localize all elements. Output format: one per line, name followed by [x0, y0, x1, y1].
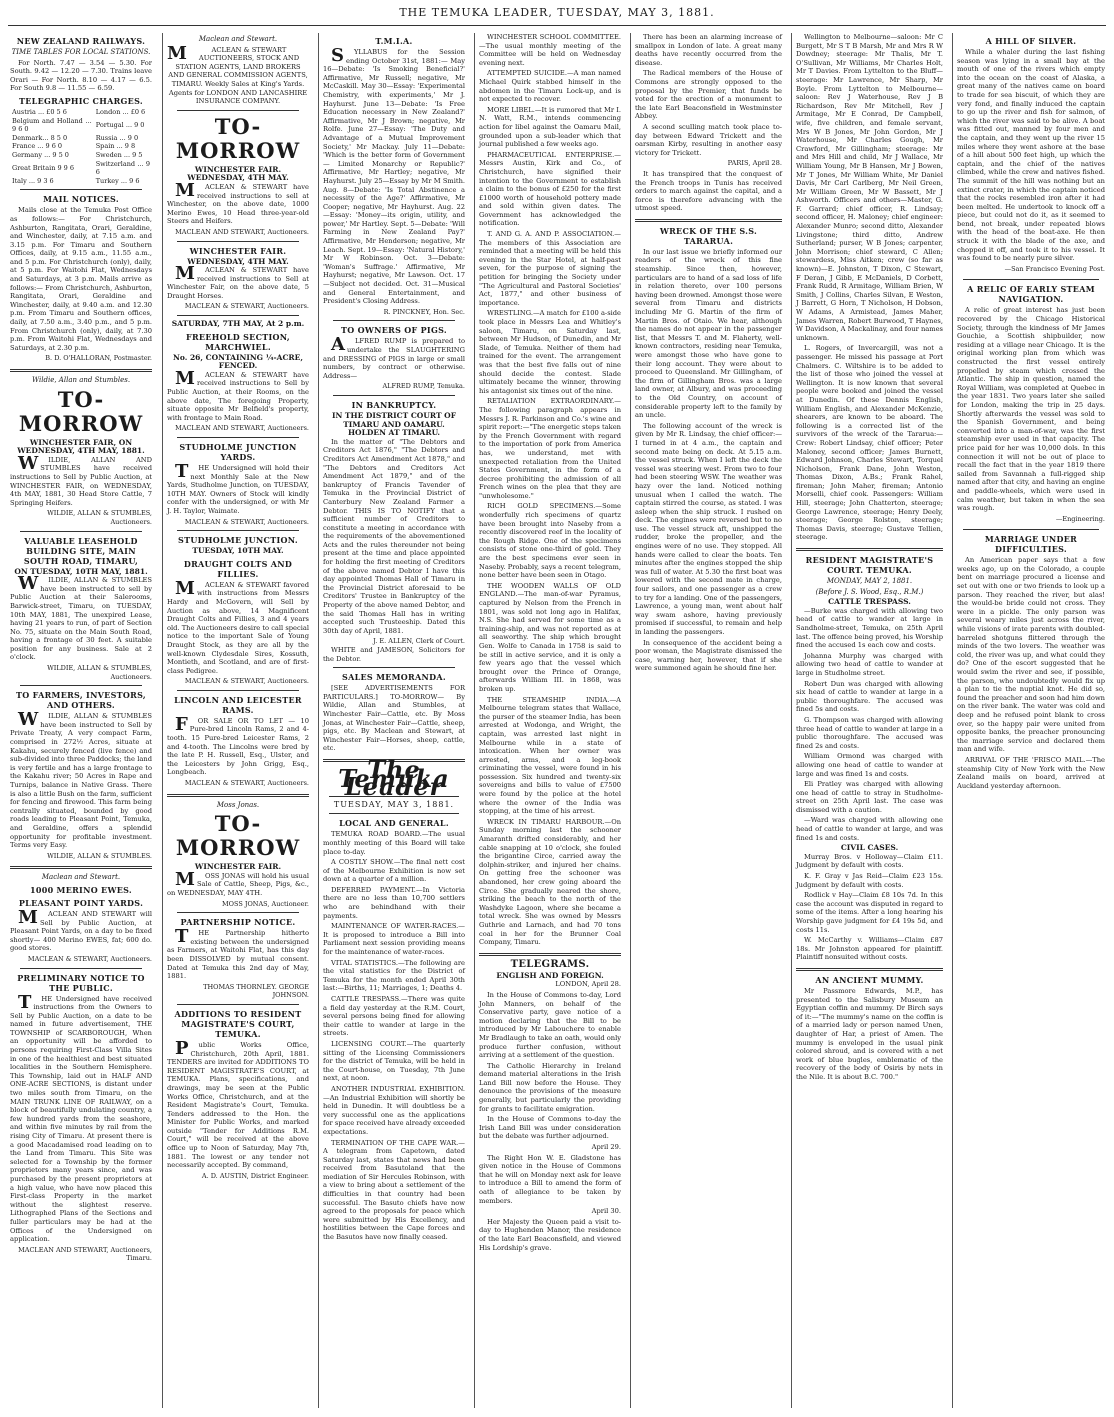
ad-signature: MACLEAN AND STEWART, Auctioneers.: [175, 424, 309, 433]
article-paragraph: Her Majesty the Queen paid a visit to-day to Hughenden Manor, the residence of the late Earl Beaconsfield, and viewed His Lordship's grave.: [479, 1217, 621, 1252]
article-paragraph: Mr Passmore Edwards, M.P., has presented to the Salisbury Museum an Egyptian coffin and mummy. Dr Birch says of it:—"The mummy's name on the coffin is of a married lady or person named Unen, daughter of Har, a priest of Amen. The mummy is enveloped in the usual pink colored shroud, and is covered with a net work of blue bugles, emblematic of the recovery of the body of Osiris by nets in the Nile. It is about B.C. 700.": [796, 986, 943, 1081]
divider: [177, 110, 299, 111]
article-paragraph: A COSTLY SHOW.—The final nett cost of the Melbourne Exhibition is now set down at a quarter of a million.: [323, 858, 465, 884]
divider: [20, 531, 142, 532]
article-paragraph: THE WOODEN WALLS OF OLD ENGLAND.—The man-of-war Pyramus, captured by Nelson from the French in 1801, was sold not long ago in Halifax, N.S. She had served for some time as a training-ship, and was not reported as at all seaworthy. The ship which brought Gen. Wolfe to Canada in 1758 is said to be still in active service, and it is only a few years ago that the vessel which brought over the Prince of Orange, afterwards William III. in 1868, was broken up.: [479, 581, 621, 693]
divider: [333, 395, 455, 396]
article-paragraph: TEMUKA ROAD BOARD.—The usual monthly meeting of this Board will take place to-day.: [323, 830, 465, 856]
rm-court-section: [796, 555, 943, 962]
ad-title: FREEHOLD SECTION, MARCHWIEL.: [186, 331, 290, 352]
table-cell: Italy ... 9 3 6: [12, 176, 54, 185]
article-paragraph: DEFERRED PAYMENT.—In Victoria there are no less than 10,700 settlers who are behindhand with their payments.: [323, 885, 465, 920]
table-cell: Belgium and Holland ... 9 6 0: [12, 116, 92, 134]
divider: [796, 968, 943, 971]
section-title: RESIDENT MAGISTRATE'S COURT. TEMUKA.: [805, 555, 934, 576]
table-row: [10, 142, 152, 151]
divider: [177, 530, 299, 531]
ad-text: MACLEAN & STEWART have received instructions to sell at Winchester, on the above date, 1000 Merino Ewes, 10 Head three-year-old Steers and Heifers.: [167, 179, 309, 226]
article-source: —Engineering.: [1055, 514, 1105, 523]
divider: [479, 953, 621, 956]
column-4: [474, 33, 625, 1408]
ad-title: STUDHOLME JUNCTION YARDS.: [179, 442, 297, 462]
passenger-list: [796, 33, 943, 542]
table-cell: Portugal ... 9 0: [95, 120, 145, 129]
railways-subtitle: TIME TABLES FOR LOCAL STATIONS.: [11, 48, 151, 56]
ad-signature: MACLEAN & STEWART, Auctioneers.: [184, 517, 309, 526]
table-row: [10, 177, 152, 186]
ad-title: WINCHESTER FAIR.: [189, 245, 287, 256]
section-title: TELEGRAMS.: [510, 958, 590, 970]
section-title: AN ANCIENT MUMMY.: [815, 974, 924, 985]
ad-text: [SEE ADVERTISEMENTS FOR PARTICULARS.] TO-MORROW— By Wildie, Allan and Stumbles, at Winchester Fair—Cattle, etc. By Moss Jonas, at Winchester Fair—Cattle, sheep, pigs, etc. By Maclean and Stewart, at Winchester Fair—Horses, sheep, cattle, etc.: [323, 684, 465, 753]
ad-title: TO FARMERS, INVESTORS, AND OTHERS.: [15, 690, 147, 711]
table-cell: Russia ... 9 0: [95, 133, 139, 142]
ad-text: THE Partnership hitherto existing between the undersigned as Farmers, at Waitohi Flat, has this day been DISSOLVED by mutual consent. Dated at Temuka this 2nd day of May, 1881.: [167, 926, 309, 981]
article-paragraph: In consequence of the accident being a poor woman, the Magistrate dismissed the case, warning her, however, that if she were summoned again he should fine her.: [635, 638, 782, 673]
article-paragraph: LICENSING COURT.—The quarterly sitting of the Licensing Commissioners for the district of Temuka, will be held in the Court-house, on Tuesday, 7th June next, at noon.: [323, 1039, 465, 1083]
article-paragraph: A second sculling match took place to-day between Edward Trickett and the oarsman Kirby, resulting in another easy victory for Trickett.: [635, 122, 782, 157]
ad-text: In the matter of "The Debtors and Creditors Act 1876," "The Debtors and Creditors Act Amendment Act 1878," and "The Debtors and Creditors Act Amendment Act 1879," and of the bankruptcy of Francis Tavender of Temuka in the Provincial District of Canterbury New Zealand Farmer a Debtor. THIS IS TO NOTIFY that a sufficient number of Creditors to constitute a meeting in accordance with the requirements of the abovementioned Acts and the rules thereunder not being present at the time and place appointed for holding the first meeting of Creditors of the above named Debtor I have this day appointed Thomas Hall of Timaru in the Provincial District aforesaid to be Creditors' Trustee in Bankruptcy of the Property of the above named Debtor, and the said Thomas Hall has in writing accepted such Trusteeship. Dated this 30th day of April, 1881.: [323, 437, 465, 635]
ad-signature: ALFRED RUMP, Temuka.: [382, 382, 465, 391]
mail-notices-title: MAIL NOTICES.: [43, 194, 119, 205]
silver-section: [957, 36, 1105, 273]
table-row: [10, 134, 152, 143]
ad-title: SALES MEMORANDA.: [342, 672, 446, 683]
article-paragraph: —Ward was charged with allowing one head of cattle to wander at large, and was fined 1s and costs.: [796, 816, 943, 842]
article-paragraph: The Catholic Hierarchy in Ireland demand material alterations in the Irish Land Bill now before the House. They denounce the provisions of the measure generally, but particularly the providing for grants to facilitate emigration.: [479, 1061, 621, 1113]
ad-title: TO OWNERS OF PIGS.: [341, 325, 447, 336]
column-5: [630, 33, 786, 1408]
ad-text: MACLEAN & STEWART have received instructions to Sell at Winchester Fair, on the above date, 5 Draught Horses.: [167, 263, 309, 300]
maclean-ad: [10, 873, 152, 1263]
table-cell: Turkey ... 9 6: [95, 176, 140, 185]
divider: [177, 690, 299, 691]
table-cell: France ... 9 6 0: [12, 142, 63, 151]
ad-title: IN BANKRUPTCY.: [351, 399, 437, 410]
ad-subtitle: TUESDAY, 10TH MAY.: [192, 546, 284, 556]
ad-text: WILDIE, ALLAN & STUMBLES have been instructed to Sell by Private Treaty, A very compact Farm, comprised in 272½ Acres, situate at Kakahu, securely fenced (live fence) and sub-divided into three Paddocks; the land is very fertile and has a large frontage to the Kakahu river; 50 Acres in Rape and Turnips, balance in Native Grass. There is also a little Bush on the farm, sufficient for fencing and firewood. This farm being centrally situated, bounded by good roads leading to Pleasant Point, Temuka, and Geraldine, offers a splendid opportunity for profitable investment. Terms very Easy.: [10, 709, 152, 850]
ad-signature: WILDIE, ALLAN & STUMBLES, Auctioneers.: [47, 664, 152, 681]
table-cell: Great Britain 9 9 6: [12, 163, 75, 172]
tomorrow-heading: TO-MORROW: [18, 386, 144, 436]
ad-title: PRELIMINARY NOTICE TO THE PUBLIC.: [17, 972, 145, 993]
local-general-section: [323, 818, 465, 1241]
ad-subtitle: No. 26, CONTAINING ¼-ACRE, FENCED.: [173, 352, 303, 371]
article-paragraph: The Radical members of the House of Commons are strongly opposed to the proposal by the Premier, that funds be voted for the erection of a monument to the late Earl Beaconsfield in Westminster Abbey.: [635, 69, 782, 121]
article-paragraph: Johanna Murphy was charged with allowing two head of cattle to wander at large in Studholme street.: [796, 651, 943, 677]
article-paragraph: T. AND G. A. AND P. ASSOCIATION.—The members of this Association are reminded that a meeting will be held this evening in the Star Hotel, at half-past seven, for the purpose of signing the petition for bringing the Society under "The Agricultural and Pastoral Societies' Act, 1877," and other business of importance.: [479, 230, 621, 307]
article-paragraph: Wellington to Melbourne—saloon: Mr C Burgett, Mr S T B Marsh, Mr and Mrs R W Dowdney; steerage: Mr Thalis, Mr T. O'Sullivan, Mr Williams, Mr Charles Holt, Mr T Davies. From Lyttelton to the Bluff—steerage: Mr Lawrence, Mr Sharp, Mr Boyle. From Lyttelton to Melbourne—saloon: Rev J Waterhouse, Rev J B Richardson, Rev Mr Mitchell, Rev J Armitage, Mr E Conrad, Dr Campbell, wife, five children, and female servant, Mrs W B Jones, Mr John Gordon, Mr J Waterhouse, Mr Charles Gough, Mr Crawford, Mr Gillingham; steerage: Mr and Mrs Hill and child, Mr J Wallace, Mr William Young, Mr B Hansen, Mr J Bowen, Mr T Jones, Mr William White, Mr Daniel Davis, Mr Carl Carlberg, Mr Neil Green, Mr William Green, Mr W Bassett, Mr J Ashworth. Officers and others—Master, G. F. Garrard; chief officer, R. Lindsay; second officer, H. Maloney; chief engineer: Alexander Munro; second ditto, Alexander Livingstone; third ditto, Andrew Sutherland; purser, W B Jones; carpenter, John Morrison; chief steward, C Allen; stewardess, Miss Aitken; crew (so far as known)—E. Johnston, T Dixon, C Stewart, F Deran, J Gibb, E McDaniels, D Corbett, Frank Rudd, R Armitage, William Brien, W Smith, J Collins, Charles Silvan, E Weston, J Barrett, G Horn, T Nicholson, H Dobson, W Adams, A Armistead, James Maher, James Warren, Robert Burwood, T Haynes, W Davidson, A Mackalinay, and four names unknown.: [796, 33, 943, 342]
divider: [333, 667, 455, 668]
ad-text: WILDIE, ALLAN & STUMBLES have been instructed to sell by Public Auction at their Salerooms, Barwick-street, Timaru, on TUESDAY, 10th MAY, 1881, The unexpired Lease, having 21 years to run, of part of Section No. 75, situate on the Main South Road, having a frontage of 30 feet. A suitable position for any business. Sale at 2 o'clock.: [10, 573, 152, 662]
divider: [635, 219, 782, 222]
ad-signature: MACLEAN AND STEWART, Auctioneers, Timaru.: [18, 1245, 152, 1263]
ad-text: MACLEAN AND STEWART will Sell by Public Auction, at Pleasant Point Yards, on a day to be fixed shortly— 400 Merino EWES, fat; 600 do. good stores.: [10, 906, 152, 953]
telegraphic-title: TELEGRAPHIC CHARGES.: [19, 95, 143, 106]
article-paragraph: THE STEAMSHIP INDIA.—A Melbourne telegram states that Wallace, the purser of the steamer India, has been arrested at Wodonga, and Wright, the captain, was arrested last night in Melbourne while in a state of intoxication. When her owner was arrested, arms, and a leg-book criminating the vessel, were found in his possession. Six hundred and twenty-six sovereigns and bills to value of £7500 were found by the police at the hotel where the owner of the India was stopping, at the time of his arrest.: [479, 695, 621, 816]
ad-title: LINCOLN AND LEICESTER RAMS.: [174, 694, 302, 715]
column-2: [162, 33, 313, 1408]
article-paragraph: Rodlick v Hay—Claim £8 10s 7d. In this case the account was disputed in regard to some of the items. After a long hearing his Worship gave judgment for £4 19s 5d, and costs 11s.: [796, 891, 943, 934]
table-row: [10, 151, 152, 160]
ad-signature: MACLEAN & STEWART, Auctioneers.: [184, 779, 309, 788]
article-paragraph: G. Thompson was charged with allowing three head of cattle to wander at large in a public thoroughfare. The accused was fined 2s and costs.: [796, 715, 943, 750]
tomorrow-heading: TO-MORROW: [175, 113, 301, 163]
ad-signature: MACLEAN & STEWART, Auctioneers.: [27, 954, 152, 963]
firm-name: Maclean and Stewart.: [41, 873, 121, 882]
ad-signature: A. D. AUSTIN, District Engineer.: [201, 1171, 309, 1180]
ad-subtitle: SATURDAY, 7TH MAY, At 2 p.m.: [171, 319, 305, 329]
section-subtitle: ENGLISH AND FOREIGN.: [496, 970, 604, 980]
divider: [963, 529, 1099, 530]
article-paragraph: RETALIATION EXTRAORDINARY.—The following paragraph appears in Messrs J. R. Parkinson and Co.'s wine and spirit report:—"The energetic steps taken by the French Government with regard to the importation of pork from America has, we understand, met with unexpected retaliation from the United States Government, in the form of a decree prohibiting the admission of all French wines on the plea that they are "unwholesome.": [479, 397, 621, 500]
ad-signature: J. E. ALLEN, Clerk of Court.: [373, 637, 465, 646]
article-paragraph: WRESTLING.—A match for £100 a-side took place in Messrs Lea and Whitley's saloon, Timaru, on Saturday last, between Mr Hudson, of Dunedin, and Mr Slade, of Temuka. Neither of them had trained for the event. The arrangement was that the best five falls out of nine should decide the contest. Slade ultimately became the winner, throwing his antagonist six times out of the nine.: [479, 309, 621, 395]
ad-signature: R. PINCKNEY, Hon. Sec.: [383, 307, 465, 316]
article-paragraph: In the House of Commons to-day the Irish Land Bill was under consideration but the debate was further adjourned.: [479, 1115, 621, 1141]
article-paragraph: CATTLE TRESPASS.—There was quite a field day yesterday at the R.M. Court, several persons being fined for allowing their cattle to wander at large in the streets.: [323, 995, 465, 1038]
table-row: [10, 117, 152, 134]
ad-text: Public Works Office, Christchurch, 20th April, 1881. TENDERS are invited for ADDITIONS TO RESIDENT MAGISTRATE'S COURT, at TEMUKA. Plans, specifications, and drawings, may be seen at the Public Works Office, Christchurch, and at the Resident Magistrate's Court, Temuka. Tenders addressed to the Hon. the Minister for Public Works, and marked outside "Tender for Additions R.M. Court," will be received at the above office up to Noon of Saturday, May 7th, 1881. The lowest or any tender not necessarily accepted. By command,: [167, 1037, 309, 1170]
divider: [329, 813, 459, 814]
table-cell: Spain ... 9 8: [95, 142, 136, 151]
header-rule: [8, 25, 1106, 26]
table-cell: Austria ... £0 5 6: [12, 107, 67, 116]
railways-text: For North. 7.47 — 3.54 — 5.30. For South. 9.42 — 12.20 — 7.30. Trains leave Orari — For North. 8.10 — 4.17 — 6.5. For South 9.8 — 11.55 — 6.59.: [10, 58, 152, 93]
article-paragraph: There has been an alarming increase of smallpox in London of late. A great many deaths have recently occurred from the disease.: [635, 33, 782, 67]
table-cell: Switzerland ... 9 6: [95, 159, 150, 177]
section-title: WRECK OF THE S.S. TARARUA.: [659, 225, 758, 246]
article-paragraph: Robert Dun was charged with allowing six head of cattle to wander at large in a public thoroughfare. The accused was fined 5s and costs.: [796, 679, 943, 714]
article-paragraph: TERMINATION OF THE CAPE WAR.—A telegram from Capetown, dated Saturday last, states that news had been received from Basutoland that the mediation of Sir Hercules Robinson, with a view to bring about a settlement of the difficulties in that country had been successful. The Basuto chiefs have now agreed to the proposals for peace which were submitted by His Excellency, and hostilities between the Cape forces and the Basutos have now finally ceased.: [323, 1138, 465, 1242]
section-title: LOCAL AND GENERAL.: [339, 818, 449, 829]
article-paragraph: Murray Bros. v Holloway—Claim £11. Judgment by default with costs.: [796, 852, 943, 870]
article-paragraph: WRECK IN TIMARU HARBOUR.—On Sunday morning last the schooner Amaranth drifted considerably, and her cable snapping at 10 o'clock, she fouled the brigantine Circe, carried away the dolphin-striker, and injured her chains. On getting free the schooner was abandoned, her crew going aboard the Circe. She gradually neared the shore, striking the beach to the north of the Washdyke Lagoon, where she became a total wreck. She was owned by Messrs Guthrie and Larnach, and had 70 tons coal in her for the Brunner Coal Company, Timaru.: [479, 817, 621, 947]
table-cell: Sweden ... 9 5: [95, 150, 143, 159]
ad-title: PLEASANT POINT YARDS.: [18, 897, 144, 908]
article-paragraph: K. F. Gray v Jas Reid—Claim £23 15s. Judgment by default with costs.: [796, 872, 943, 889]
marriage-section: [957, 534, 1105, 790]
ad-text: WHITE and JAMESON, Solicitors for the Debtor.: [323, 646, 465, 663]
divider: [167, 794, 309, 797]
moss-jonas-ad: [167, 801, 309, 1181]
ad-subtitle: WINCHESTER FAIR.: [194, 862, 282, 872]
mummy-section: [796, 975, 943, 1082]
divider: [10, 369, 152, 372]
column-1: [6, 33, 156, 1408]
article-paragraph: An American paper says that a few weeks ago, up on the Colorado, a couple bent on marriage procured a license and set out with one or two friends to look up a parson. They reached the river, but alas! the would-be bride could not cross. They were in a pickle. The only parson was several weary miles just across the river, while visions of irate parents with doubled-barreled shotguns flittered through the minds of the two lovers. The weather was cold, the river was up, and what could they do? One of the escort suggested that he would swim the river and see, if possible, the parson, who undoubtedly would fix up a plan to tie the nuptial knot. He did so, found the preacher and soon had him down on the river bank. The water was cold and deep and he refused point blank to cross over, so the happy pair were united from opposite banks, the preacher pronouncing the marriage service and declared them man and wife.: [957, 556, 1105, 754]
firm-name: Maclean and Stewart.: [198, 35, 278, 43]
ad-text: THE Undersigned will hold their next Monthly Sale at the New Yards, Studholme Junction, on TUESDAY, 10TH MAY. Owners of Stock will kindly confer with the undersigned, or with Mr J. H. Taylor, Waimate.: [167, 461, 309, 515]
ad-subtitle: WINCHESTER FAIR. WEDNESDAY, 4TH MAY.: [187, 164, 289, 183]
ad-signature: MOSS JONAS, Auctioneer.: [222, 899, 309, 908]
divider: [177, 1004, 299, 1005]
tmia-section: [323, 36, 465, 753]
article-source: —San Francisco Evening Post.: [1004, 264, 1105, 273]
dateline: LONDON, April 28.: [555, 980, 621, 989]
article-paragraph: VITAL STATISTICS.—The following are the vital statistics for the District of Temuka for the month ended April 30th last:—Births, 11; Marriages, 1; Deaths 4.: [323, 958, 465, 993]
ad-signature: MACLEAN AND STEWART, Auctioneers.: [175, 227, 309, 236]
ad-text: THE Undersigned have received instructions from the Owners to Sell by Public Auction, on a date to be named in future advertisement, THE TOWNSHIP of SCARBOROUGH, When an opportunity will be afforded to persons requiring First-Class Villa Sites in one of the healthiest and best situated localities in the Southern Hemisphere. This Township, laid out in HALF AND ONE-ACRE SECTIONS, is distant under two miles south from Timaru, on the MAIN TRUNK LINE OF RAILWAY, on a block of beautifully undulating country, a few hundred yards from the seashore, and within five minutes by rail from the rising City of Timaru. At present there is a good Macadamised road leading on to the Land from Timaru. This Site was selected for a Township by the former proprietors many years since, and was purchased by the present proprietors at a high value, who have now placed this First-class Property in the market without the slightest reserve. Lithographed Plans of the Sections and fuller particulars may be had at the Offices of the Undersigned on application.: [10, 991, 152, 1244]
table-cell: London ... £0 6: [95, 107, 146, 116]
article-paragraph: Eli Pratley was charged with allowing one head of cattle to stray in Studholme-street on 25th April last. The case was dismissed with a caution.: [796, 780, 943, 814]
divider: [796, 548, 943, 551]
ad-text: WILDIE, ALLAN AND STUMBLES have received instructions to Sell by Public Auction, at WINCHESTER FAIR, on WEDNESDAY, 4th MAY, 1881, 30 Head Store Cattle, 7 Springing Heifers.: [10, 452, 152, 507]
divider: [20, 968, 142, 969]
railways-section: [10, 36, 152, 363]
firm-name: Moss Jonas.: [216, 800, 260, 809]
masthead: The Temuka Leader: [338, 754, 450, 802]
divider: [20, 189, 142, 190]
article-paragraph: The following account of the wreck is given by Mr R. Lindsay, the chief officer:—I turned in at 4 a.m., the captain and second mate being on deck. At 5.15 a.m. the vessel struck. When I left the deck the vessel was steering west. From two to four had been steering WSW. The weather was hazy over the land. Noticed nothing unusual when I called the watch. The captain stirred the course, as stated. I was asleep when the ship struck. I rushed on deck. The engines were reversed but to no use. The vessel struck aft, unshipped the rudder, broke the propeller, and the engines were of no use. They stopped. All hands were called to clear the boats. Ten minutes after the engines stopped the ship was full of water. At 5.30 the first boat was lowered with the second mate in charge, four sailors, and one passenger as a crew to try for a landing. One of the passengers, Lawrence, a young man, went about half way swam ashore, having previously promised if successful, to remain and help in landing the passengers.: [635, 421, 782, 636]
ad-subtitle: ON TUESDAY, 10TH MAY, 1881.: [14, 566, 148, 576]
wildie-ad: [10, 376, 152, 860]
mail-notices-text: Mails close at the Temuka Post Office as follows:— For Christchurch, Ashburton, Rangitata, Orari, Geraldine, and Winchester, daily, at 7.15 a.m. and 3.15 p.m. For Timaru and Southern Offices, daily, at 9.15 a.m., 11.55 a.m., and 5 p.m. For Christchurch (only), daily, at 5 p.m. For Waitohi Flat, Wednesdays and Saturdays, at 3 p.m. Mails arrive as follows:— From Christchurch, Ashburton, Rangitata, Orari, Geraldine and Winchester, daily, at 9.40 a.m. and 12.30 p.m. From Timaru and Southern offices, daily, at 7.50 a.m., 3.40 p.m., and 5 p.m. From Christchurch (only), daily, at 7.30 p.m. From Waitohi Flat, Wednesdays and Saturdays, at 2.30 p.m.: [10, 206, 152, 352]
ad-text: SYLLABUS for the Session ending October 31st, 1881:— May 16—Debate: 'Is Smoking Beneficial?' Affirmative, Mr Russell; negative, Mr McCaskill. May 30—Essay: 'Experimental Chemistry, with experiments,' Mr J. Hayhurst. June 13—Debate: 'Is Free Education necessary in New Zealand?' Affirmative, Mr J Brown; negative, Mr Rolfe. June 27—Essay: 'The Duty and Advantage of a Mutual Improvement Society,' Mr Mackay. July 11—Debate: 'Which is the better form of Government — Limited Monarchy or Republic?' Affirmative, Mr Hartley; negative, Mr Hayhurst. July 25—Essay by Mr M Smith. Aug. 8—Debate: 'Is Total Abstinence a necessity of the Age?' Affirmative, Mr Cooper; negative, Mr Hayhurst. Aug. 22—Essay: 'Money—its origin, utility, and power,' Mr Hartley. Sept. 5—Debate: 'Will Farming in New Zealand Pay?' Affirmative, Mr Henderson; negative, Mr Leach. Sept. 19—Essay: 'Natural History,' Mr W Robinson. Oct. 3—Debate: 'Woman's Suffrage.' Affirmative, Mr Hayhurst; negative, Mr Lawson. Oct. 17—Subject not decided. Oct. 31—Musical and General Entertainment, and President's Closing Address.: [323, 45, 465, 306]
page-header: THE TEMUKA LEADER, TUESDAY, MAY 3, 1881.: [399, 6, 715, 19]
ad-text: MACLEAN & STEWART AUCTIONEERS, STOCK AND STATION AGENTS, LAND BROKERS AND GENERAL COMMISSION AGENTS, TIMARU. Weekly Sales at King's Yards. Agents for LONDON AND LANCASHIRE INSURANCE COMPANY.: [167, 42, 308, 106]
relic-section: [957, 284, 1105, 523]
ad-title: PARTNERSHIP NOTICE.: [180, 917, 296, 928]
ad-signature: WILDIE, ALLAN & STUMBLES.: [47, 851, 152, 860]
dateline: April 29.: [591, 1143, 621, 1152]
telegrams-continued: [635, 33, 782, 213]
section-title: A HILL OF SILVER.: [985, 36, 1077, 46]
divider: [177, 437, 299, 438]
ad-subtitle: IN THE DISTRICT COURT OF TIMARU AND OAMARU. HOLDEN AT TIMARU.: [331, 410, 457, 438]
table-row: [10, 108, 152, 117]
ad-signature: MACLEAN & STEWART, Auctioneers.: [184, 302, 309, 311]
table-row: [10, 160, 152, 177]
article-paragraph: MAINTENANCE OF WATER-RACES.—It is proposed to introduce a Bill into Parliament next session providing means for the maintenance of water-races.: [323, 922, 465, 957]
ad-signature: MACLEAN & STEWART, Auctioneers.: [184, 677, 309, 686]
firm-name: Wildie, Allan and Stumbles.: [31, 376, 131, 384]
ad-text: MACLEAN & STEWART have received instructions to Sell by Public Auction, at their Rooms, on the above date, The foregoing Property, situate opposite Mr Belfield's property, with frontage to Main Road.: [167, 367, 309, 422]
article-paragraph: A relic of great interest has just been recovered by the Chicago Historical Society, through the kindness of Mr James Gouchie, a Scottish shipbuilder, now residing at a village near Chicago. It is the original working plan from which was constructed the first vessel entirely propelled by steam which crossed the Atlantic. The ship in question, named the Royal William, was completed at Quebec in the year 1831. Two years later she sailed for London, making the trip in 25 days. Shortly afterwards the vessel was sold to the Spanish Government, and being converted into a man-of-war, was the first steamship ever used in that capacity. The price paid for her was 10,000 dols. In this connection it will not be out of place to recall the fact that in the year 1819 there sailed from Savannah a full-rigged ship named after that city, and having an engine and paddle-wheels, which were used in calm weather, but taken in when the sea was rough.: [957, 306, 1105, 513]
section-subtitle: CATTLE TRESPASS.: [828, 597, 911, 607]
ad-title: ADDITIONS TO RESIDENT MAGISTRATE'S COURT, TEMUKA.: [174, 1008, 302, 1039]
divider: [20, 685, 142, 686]
dateline: April 30.: [591, 1207, 621, 1216]
maclean-ad: [167, 35, 309, 788]
article-paragraph: In our last issue we briefly informed our readers of the wreck of this fine steamship. Since then, however, particulars are to hand of a sad loss of life in relation thereto, over 100 persons having been drowned. Amongst those were several from Timaru and districts including Mr G. Martin of the firm of Martin Bros. of Otaio. We hear, although the names do not appear in the passenger list, that Messrs T. and M. Flaherty, well-known contractors, residing near Temuka, were amongst those who have gone to their long account. They were about to proceed to Queensland. Mr Gillingham, of the firm of Gillingham Bros. was a large land owner, at Albury, and was proceeding to the Old Country, on account of considerable property left to the family by an uncle.: [635, 247, 782, 420]
section-title: A RELIC OF EARLY STEAM NAVIGATION.: [967, 284, 1095, 305]
ad-text: MACLEAN & STEWART favored with instructions from Messrs Hardy and McGovern, will Sell by Auction as above, 14 Magnificent Draught Colts and Fillies, 3 and 4 years old. The Auctioneers desire to call special notice to the important Sale of Young Draught Stock, as they are all by the well-known Clydesdale Sires, Kossuth, Montieth, and Scotland, and are of first-class Pedigree.: [167, 577, 310, 675]
column-3: [318, 33, 469, 1408]
divider: [10, 866, 152, 869]
table-cell: Germany ... 9 5 0: [12, 150, 69, 159]
article-paragraph: The Right Hon W. E. Gladstone has given notice in the House of Commons that he will on Monday next ask for leave to introduce a Bill to amend the form of oath of allegiance to be taken by members.: [479, 1153, 621, 1205]
divider: [333, 320, 455, 321]
section-before: (Before J. S. Wood, Esq., R.M.): [815, 587, 924, 596]
section-title: MARRIAGE UNDER DIFFICULTIES.: [984, 534, 1078, 555]
divider: [177, 912, 299, 913]
ad-title: 1000 MERINO EWES.: [29, 884, 133, 895]
article-paragraph: ANOTHER INDUSTRIAL EXHIBITION.—An Industrial Exhibition will shortly be held in Dunedin. It will doubtless be a very successful one as the applications for space received have already exceeded expectations.: [323, 1084, 466, 1136]
ad-title: DRAUGHT COLTS AND FILLIES.: [183, 558, 293, 579]
divider: [177, 241, 299, 242]
railways-title: NEW ZEALAND RAILWAYS.: [16, 36, 146, 46]
table-cell: Denmark... 8 5 0: [12, 133, 68, 142]
article-paragraph: W. McCarthy v. Williams—Claim £87 18s. Mr Johnston appeared for plaintiff. Plaintiff nonsuited without costs.: [796, 936, 943, 962]
ad-signature: THOMAS THORNLEY. GEORGE JOHNSON.: [203, 982, 309, 1000]
article-paragraph: In the House of Commons to-day, Lord John Manners, on behalf of the Conservative party, gave notice of a motion declaring that the Bill to be introduced by Mr Labouchere to enable Mr Bradlaugh to take an oath, would only produce further confusion, without arriving at a settlement of the question.: [479, 990, 621, 1060]
divider: [177, 315, 299, 316]
masthead-date: TUESDAY, MAY 3, 1881.: [333, 799, 455, 809]
ad-text: ALFRED RUMP is prepared to undertake the SLAUGHTERING and DRESSING of PIGS in large or small numbers, by contract or otherwise. Address—: [323, 334, 465, 380]
ad-title: VALUABLE LEASEHOLD BUILDING SITE, MAIN SOUTH ROAD, TIMARU,: [23, 535, 139, 566]
ad-text: MOSS JONAS will hold his usual Sale of Cattle, Sheep, Pigs, &c., on WEDNESDAY, MAY 4TH.: [167, 868, 309, 897]
ad-signature: WILDIE, ALLAN & STUMBLES, Auctioneers.: [47, 509, 152, 526]
article-paragraph: ATTEMPTED SUICIDE.—A man named Michael Quirk stabbed himself in the abdomen in the Timaru Lock-up, and is not expected to recover.: [479, 69, 621, 104]
section-date: MONDAY, MAY 2, 1881.: [826, 577, 913, 586]
ad-subtitle: WINCHESTER FAIR, ON WEDNESDAY, 4TH MAY, 1881.: [17, 437, 145, 456]
section-subtitle: CIVIL CASES.: [840, 843, 899, 853]
telegraphic-table: [10, 108, 152, 185]
local-continued: [479, 33, 621, 947]
article-paragraph: PHARMACEUTICAL ENTERPRISE.—Messrs Austin, Kirk and Co., of Christchurch, have signified their intention to the Government to establish a claim to the bonus of £250 for the first £1000 worth of household pottery made and sold within given dates. The Government has acknowledged the notification.: [479, 150, 621, 228]
dateline: PARIS, April 28.: [727, 159, 782, 168]
ad-text: FOR SALE OR TO LET — 10 Pure-bred Lincoln Rams, 2 and 4-tooth. 15 Pure-bred Leicester Rams, 2 and 4-tooth. The Lincolns were bred by the late P. H. Russell, Esq., Ulster, and the Leicesters by John Grigg, Esq., Longbeach.: [167, 713, 309, 777]
article-paragraph: RICH GOLD SPECIMENS.—Some wonderfully rich specimens of quartz have been brought into Naseby from a recently discovered reef in the locality of the Rough Ridge. One of the specimens consists of stone one-third of gold. They are the best specimens ever seen in Naseby. Probably, says a recent telegram, none better have been seen in Otago.: [479, 502, 621, 580]
article-paragraph: WINCHESTER SCHOOL COMMITTEE.—The usual monthly meeting of the Committee will be held on Wednesday evening next.: [479, 33, 621, 67]
article-paragraph: L. Rogers, of Invercargill, was not a passenger. He missed his passage at Port Chalmers. C. Wiltshire is to be added to the list of those who joined the vessel at Wellington. It is now known that several people were booked and joined the vessel at Dunedin. Of these Dennis English, William English, and Alexander McKenzie, shearers, are known to be aboard. The following is a corrected list of the survivors of the wreck of the Tararua:— Crew: Robert Lindsay, chief officer; Peter Maloney, second officer; James Burnett, Edward Johnson, Charles Stewart, Torquel Nicholson, Frank Dane, John Weston, Thomas Dixon, A.Bs.; Frank Rahel, fireman; John Maher, fireman; Antonio Morselli, chief cook. Passengers: William Hill, steerage; John Chatterton, steerage; George Lawrence, steerage; Henry Deely, steerage; George Rolston, steerage; Thomas Davis, steerage; Gustave Tellien, steerage.: [796, 344, 943, 542]
wreck-section: [635, 226, 782, 673]
column-6: [791, 33, 947, 1408]
ad-title: STUDHOLME JUNCTION.: [178, 535, 298, 546]
article-paragraph: MORE LIBEL.—It is rumored that Mr I. N. Watt, R.M., intends commencing action for libel against the Oamaru Mail, grounded upon a sub-leader which that journal published a few weeks ago.: [479, 105, 621, 149]
ad-subtitle: WEDNESDAY, 4TH MAY.: [187, 256, 289, 266]
article-paragraph: While a whaler during the last fishing season was lying in a small bay at the mouth of one of the rivers which empty into the ocean on the coast of Alaska, a great many of the natives came on board to trade for sea biscuit, of which they are very fond, and finally induced the captain to go up the river and fish for salmon, of which the river was said to be alive. A boat was fitted out, manned by four men and the captain, and they went up the river 15 miles where they went ashore at the base of a hill about 500 feet high, up which the captain, and the chief of the natives climbed, while the crew and natives fished. The summit of the hill was nothing but an extinct crater, in which the captain noticed that the rocks resembled iron after it had been melted. He undertook to knock off a piece, but could not do it, as it seemed to bend, not break, under repeated blows with the head of the boat-axe. He then struck it with the blade of the axe, and chopped it off, and took it to his vessel. It was found to be nearly pure silver.: [957, 48, 1105, 263]
article-paragraph: ARRIVAL OF THE 'FRISCO MAIL.—The steamship City of New York with the New Zealand mails on board, arrived at Auckland yesterday afternoon.: [957, 755, 1105, 790]
mail-notices-signature: B. D. O'HALLORAN, Postmaster.: [45, 354, 152, 363]
telegrams-section: [479, 960, 621, 1252]
tomorrow-heading: TO-MORROW: [175, 811, 301, 861]
article-paragraph: —Burke was charged with allowing two head of cattle to wander at large in Sandholme-street, Temuka, on 25th April last. The offence being proved, his Worship fined the accused 1s each cow and costs.: [796, 606, 943, 650]
article-paragraph: William Ormond was charged with allowing one head of cattle to wander at large and was fined 1s and costs.: [796, 752, 943, 778]
article-paragraph: It has transpired that the conquest of the French troops in Tunis has received orders to march against the capital, and a force is therefore advancing with the utmost speed.: [635, 169, 782, 213]
divider: [963, 279, 1099, 280]
column-7: [952, 33, 1109, 1408]
ad-title: T.M.I.A.: [375, 36, 413, 46]
